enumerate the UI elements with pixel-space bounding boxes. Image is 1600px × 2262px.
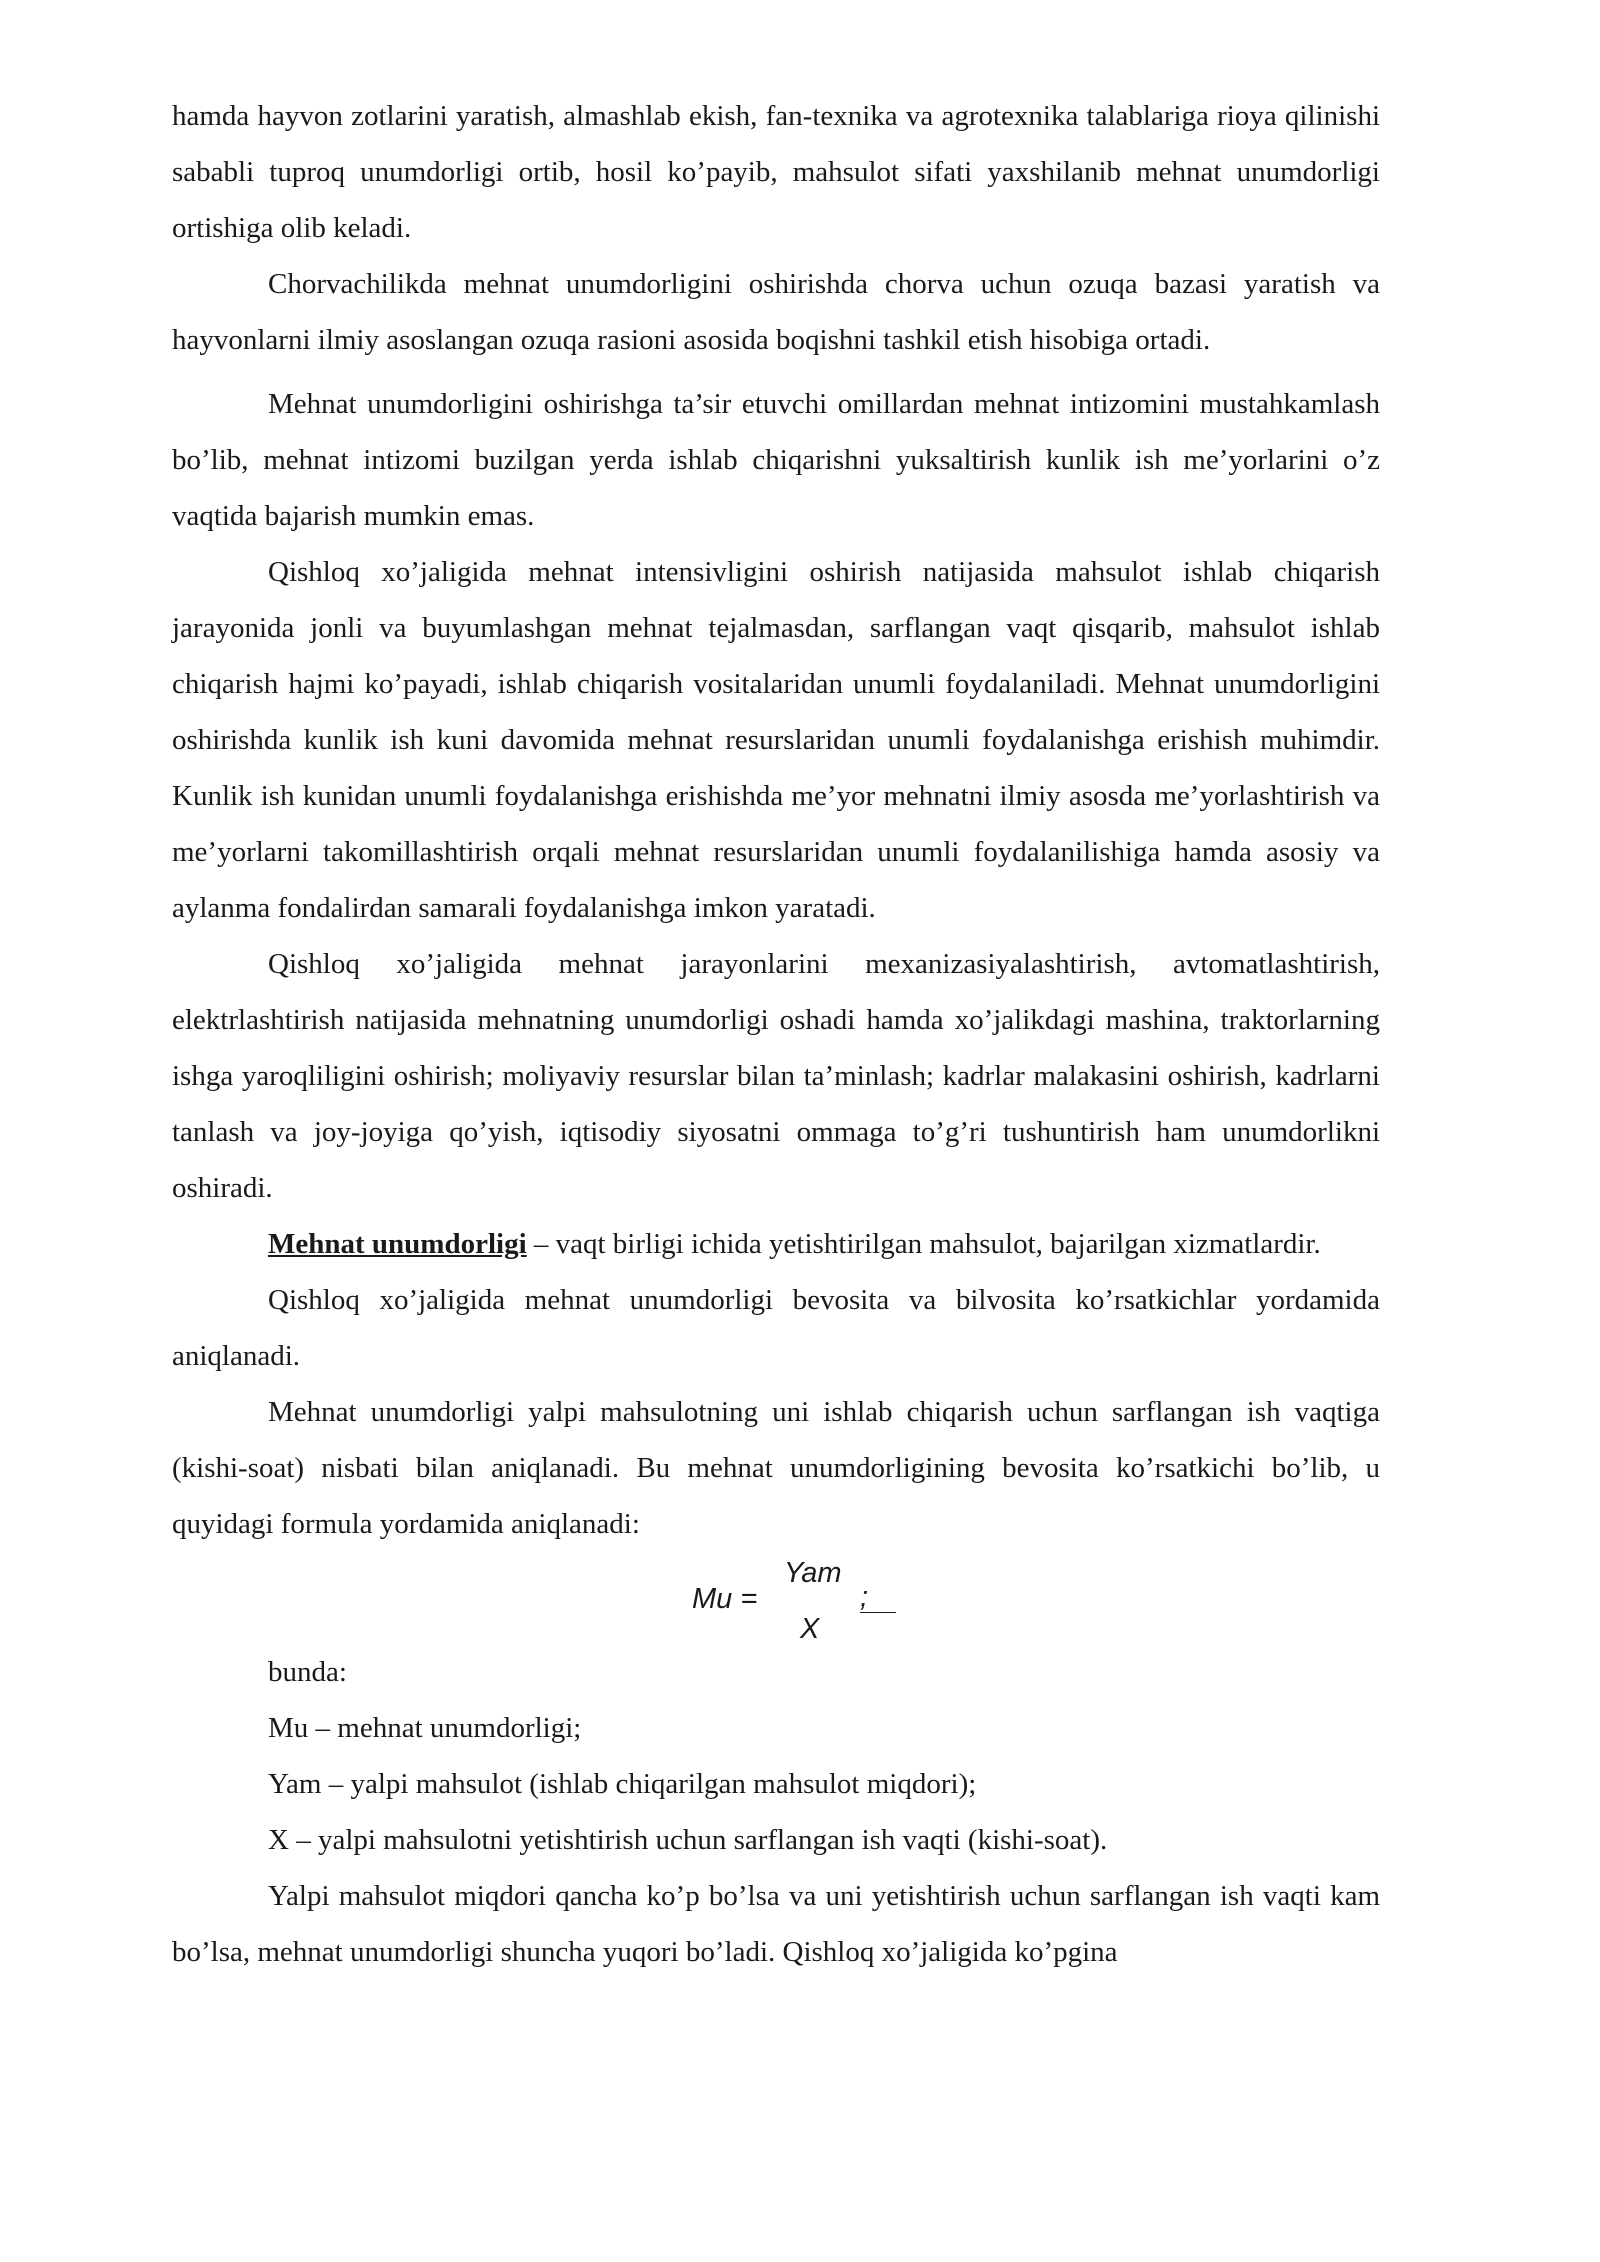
paragraph-definition xyxy=(172,1216,1380,1272)
paragraph-indicators: Qishloq xo’jaligida mehnat unumdorligi bevosita va bilvosita ko’rsatkichlar yordamida aniqlanadi. xyxy=(172,1284,1380,1372)
paragraph-formula-intro: Mehnat unumdorligi yalpi mahsulotning uni ishlab chiqarish uchun sarflangan ish vaqtiga (kishi-soat) nisbati bilan aniqlanadi. Bu mehnat unumdorligining bevosita ko’rsatkichi bo’lib, u quyidagi formula yordamida aniqlanadi: xyxy=(172,1396,1380,1540)
paragraph-labor-discipline: Mehnat unumdorligini oshirishga ta’sir etuvchi omillardan mehnat intizomini mustahkamlash bo’lib, mehnat intizomi buzilgan yerda ishlab chiqarishni yuksaltirish kunlik ish me’yorlarini o’z vaqtida bajarish mumkin emas. xyxy=(172,388,1380,532)
definitions-intro: bunda: xyxy=(268,1656,347,1688)
definition-item-yam: Yam – yalpi mahsulot (ishlab chiqarilgan mahsulot miqdori); xyxy=(268,1768,977,1800)
definition-item-x: X – yalpi mahsulotni yetishtirish uchun sarflangan ish vaqti (kishi-soat). xyxy=(268,1824,1108,1856)
formula-denominator: X xyxy=(800,1613,820,1645)
defined-term: Mehnat unumdorligi xyxy=(268,1228,527,1260)
formula-suffix: ; xyxy=(860,1582,896,1613)
formula-lhs: Mu = xyxy=(692,1583,758,1615)
paragraph-livestock: Chorvachilikda mehnat unumdorligini oshirishda chorva uchun ozuqa bazasi yaratish va hayvonlarni ilmiy asoslangan ozuqa rasioni asosida boqishni tashkil etish hisobiga ortadi. xyxy=(172,268,1380,356)
formula-block xyxy=(172,1552,1380,1644)
definition-item-mu: Mu – mehnat unumdorligi; xyxy=(268,1712,582,1744)
formula-numerator: Yam xyxy=(784,1557,842,1589)
paragraph-mechanization: Qishloq xo’jaligida mehnat jarayonlarini mexanizasiyalashtirish, avtomatlashtirish, elektrlashtirish natijasida mehnatning unumdorligi oshadi hamda xo’jalikdagi mashina, traktorlarning ishga yaroqliligini oshirish; moliyaviy resurslar bilan ta’minlash; kadrlar malakasini oshirish, kadrlarni tanlash va joy-joyiga qo’yish, iqtisodiy siyosatni ommaga to’g’ri tushuntirish ham unumdorlikni oshiradi. xyxy=(172,948,1380,1204)
definition-text: – vaqt birligi ichida yetishtirilgan mahsulot, bajarilgan xizmatlardir. xyxy=(526,1228,1321,1260)
formula-definitions xyxy=(172,1644,1380,1868)
document-page xyxy=(172,88,1380,1980)
paragraph-intro-continued: hamda hayvon zotlarini yaratish, almashlab ekish, fan-texnika va agrotexnika talablariga rioya qilinishi sababli tuproq unumdorligi ortib, hosil ko’payib, mahsulot sifati yaxshilanib mehnat unumdorligi ortishiga olib keladi. xyxy=(172,100,1380,244)
paragraph-conclusion: Yalpi mahsulot miqdori qancha ko’p bo’lsa va uni yetishtirish uchun sarflangan ish vaqti kam bo’lsa, mehnat unumdorligi shuncha yuqori bo’ladi. Qishloq xo’jaligida ko’pgina xyxy=(172,1880,1380,1968)
paragraph-labor-intensity: Qishloq xo’jaligida mehnat intensivligini oshirish natijasida mahsulot ishlab chiqarish jarayonida jonli va buyumlashgan mehnat tejalmasdan, sarflangan vaqt qisqarib, mahsulot ishlab chiqarish hajmi ko’payadi, ishlab chiqarish vositalaridan unumli foydalaniladi. Mehnat unumdorligini oshirishda kunlik ish kuni davomida mehnat resurslaridan unumli foydalanishga erishish muhimdir. Kunlik ish kunidan unumli foydalanishga erishishda me’yor mehnatni ilmiy asosda me’yorlashtirish va me’yorlarni takomillashtirish orqali mehnat resurslaridan unumli foydalanilishiga hamda asosiy va aylanma fondalirdan samarali foydalanishga imkon yaratadi. xyxy=(172,556,1380,924)
